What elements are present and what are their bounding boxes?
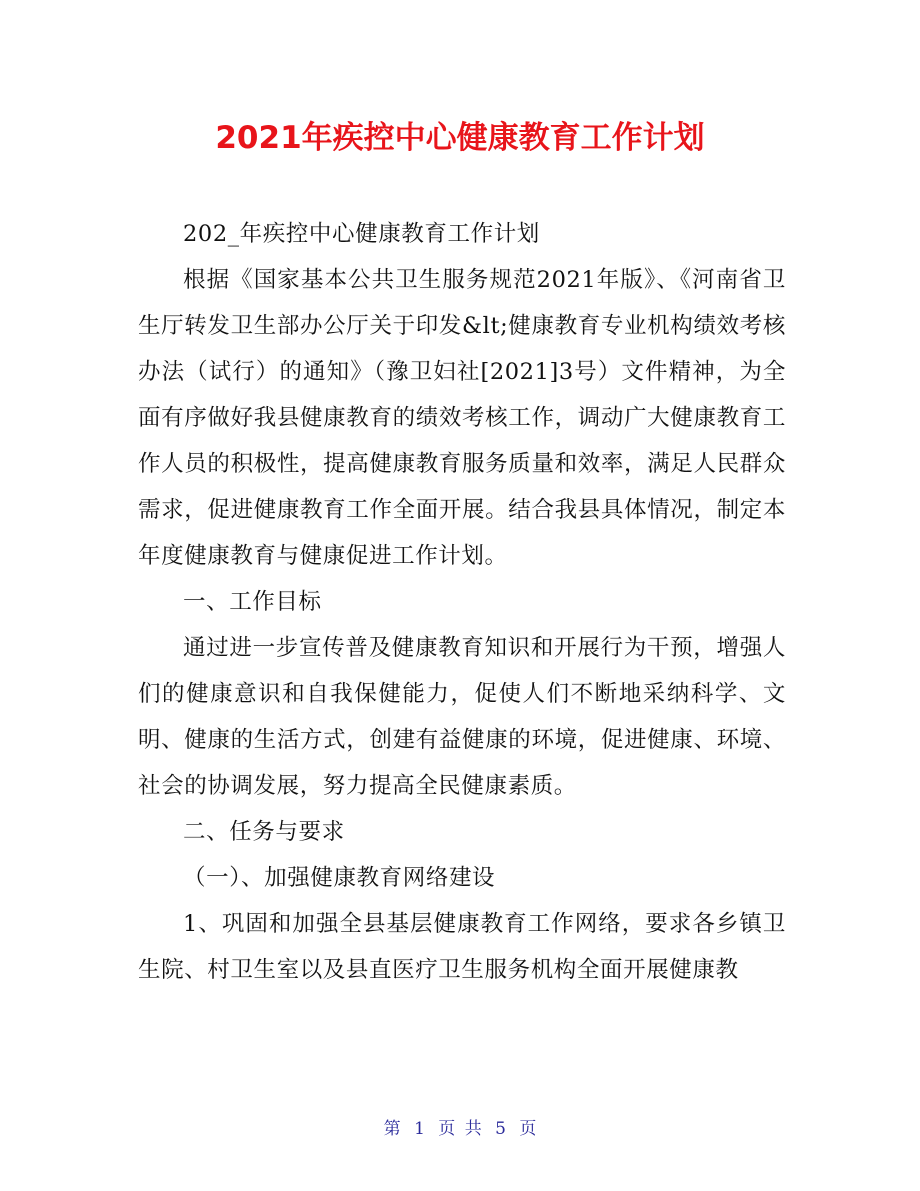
footer-current-page: 1	[414, 1119, 425, 1139]
footer-prefix: 第	[383, 1119, 401, 1139]
page-footer	[0, 1114, 920, 1139]
network-paragraph: 1、巩固和加强全县基层健康教育工作网络，要求各乡镇卫生院、村卫生室以及县直医疗卫生服务机构全面开展健康教	[138, 911, 786, 983]
intro-paragraph: 根据《国家基本公共卫生服务规范2021年版》、《河南省卫生厅转发卫生部办公厅关于印发&lt;健康教育专业机构绩效考核办法（试行）的通知》（豫卫妇社[2021]3号）文件精神，为全面有序做好我县健康教育的绩效考核工作，调动广大健康教育工作人员的积极性，提高健康教育服务质量和效率，满足人民群众需求，促进健康教育工作全面开展。结合我县具体情况，制定本年度健康教育与健康促进工作计划。	[138, 267, 786, 569]
footer-mid: 页 共	[438, 1119, 482, 1139]
subtitle-paragraph: 202_年疾控中心健康教育工作计划	[183, 221, 540, 247]
footer-total-pages: 5	[495, 1119, 506, 1139]
subsection-heading-network: （一）、加强健康教育网络建设	[183, 865, 496, 891]
section-heading-goals: 一、工作目标	[183, 589, 322, 615]
document-title: 2021年疾控中心健康教育工作计划	[215, 120, 705, 156]
goals-paragraph: 通过进一步宣传普及健康教育知识和开展行为干预，增强人们的健康意识和自我保健能力，促使人们不断地采纳科学、文明、健康的生活方式，创建有益健康的环境，促进健康、环境、社会的协调发展，努力提高全民健康素质。	[138, 635, 786, 799]
document-body	[138, 211, 786, 993]
footer-suffix: 页	[519, 1119, 537, 1139]
section-heading-tasks: 二、任务与要求	[183, 819, 345, 845]
